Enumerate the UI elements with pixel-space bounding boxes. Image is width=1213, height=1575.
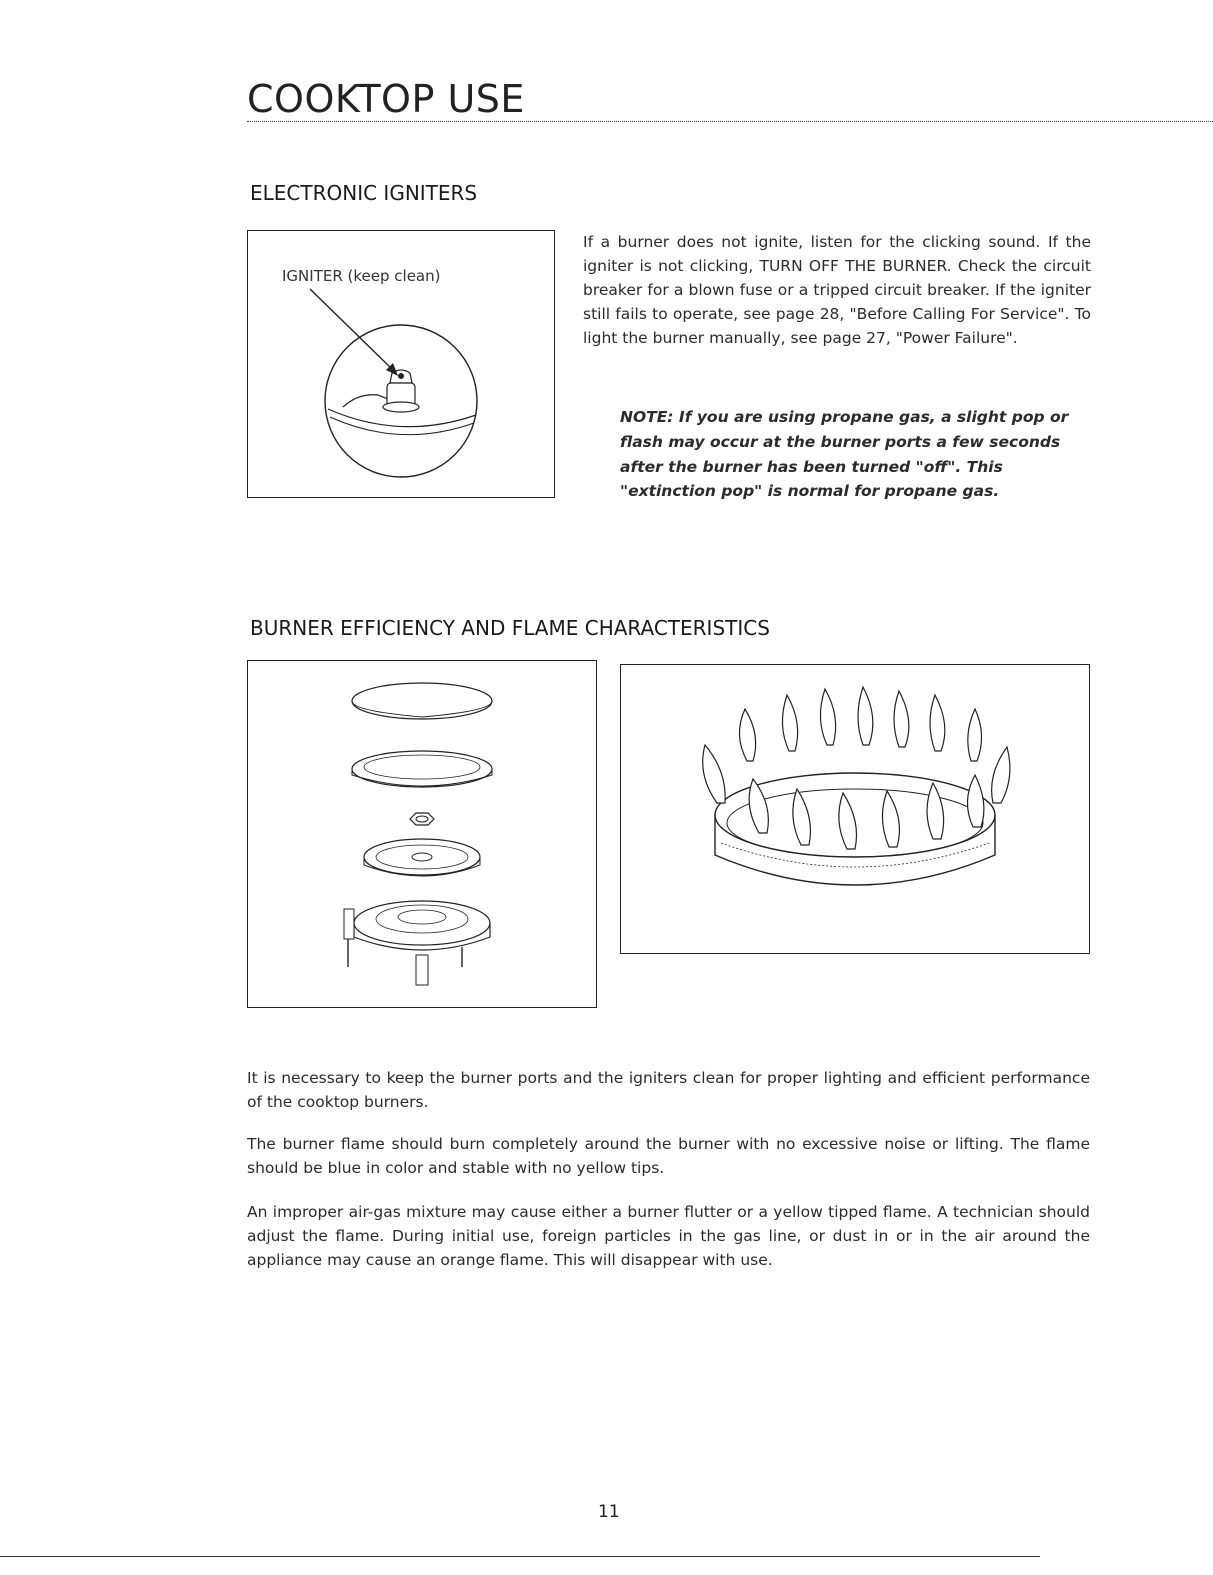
page-title: COOKTOP USE: [247, 77, 525, 121]
igniter-illustration: [248, 231, 554, 497]
footer-rule: [0, 1556, 1040, 1557]
burner-flame-illustration: [621, 665, 1089, 953]
note-text: If you are using propane gas, a slight pop or flash may occur at the burner ports a few seconds after the burner has been turned "off". This "extinction pop" is normal for propane gas.: [620, 408, 1069, 501]
burner-paragraph-2: The burner flame should burn completely around the burner with no excessive noise or lifting. The flame should be blue in color and stable with no yellow tips.: [247, 1135, 1090, 1178]
title-rule: [247, 121, 1213, 122]
section-heading-burner: BURNER EFFICIENCY AND FLAME CHARACTERISTICS: [250, 616, 770, 640]
page-number: 11: [598, 1502, 620, 1522]
igniters-paragraph: If a burner does not ignite, listen for the clicking sound. If the igniter is not clicking, TURN OFF THE BURNER. Check the circuit breaker for a blown fuse or a tripped circuit breaker. If the igniter still fails to operate, see page 28, "Before Calling For Service". To light the burner manually, see page 27, "Power Failure".: [583, 233, 1091, 348]
burner-parts-figure: [247, 660, 597, 1008]
burner-exploded-illustration: [248, 661, 596, 1007]
note-label: NOTE:: [620, 408, 674, 426]
igniter-figure: [247, 230, 555, 498]
flame-figure: [620, 664, 1090, 954]
igniter-figure-label: IGNITER (keep clean): [282, 267, 441, 285]
burner-paragraph-3: An improper air-gas mixture may cause either a burner flutter or a yellow tipped flame. A technician should adjust the flame. During initial use, foreign particles in the gas line, or dust in or in the air around the appliance may cause an orange flame. This will disappear with use.: [247, 1203, 1090, 1270]
section-heading-igniters: ELECTRONIC IGNITERS: [250, 181, 478, 205]
propane-note: [620, 405, 1090, 504]
burner-paragraph-1: It is necessary to keep the burner ports and the igniters clean for proper lighting and efficient performance of the cooktop burners.: [247, 1069, 1090, 1112]
